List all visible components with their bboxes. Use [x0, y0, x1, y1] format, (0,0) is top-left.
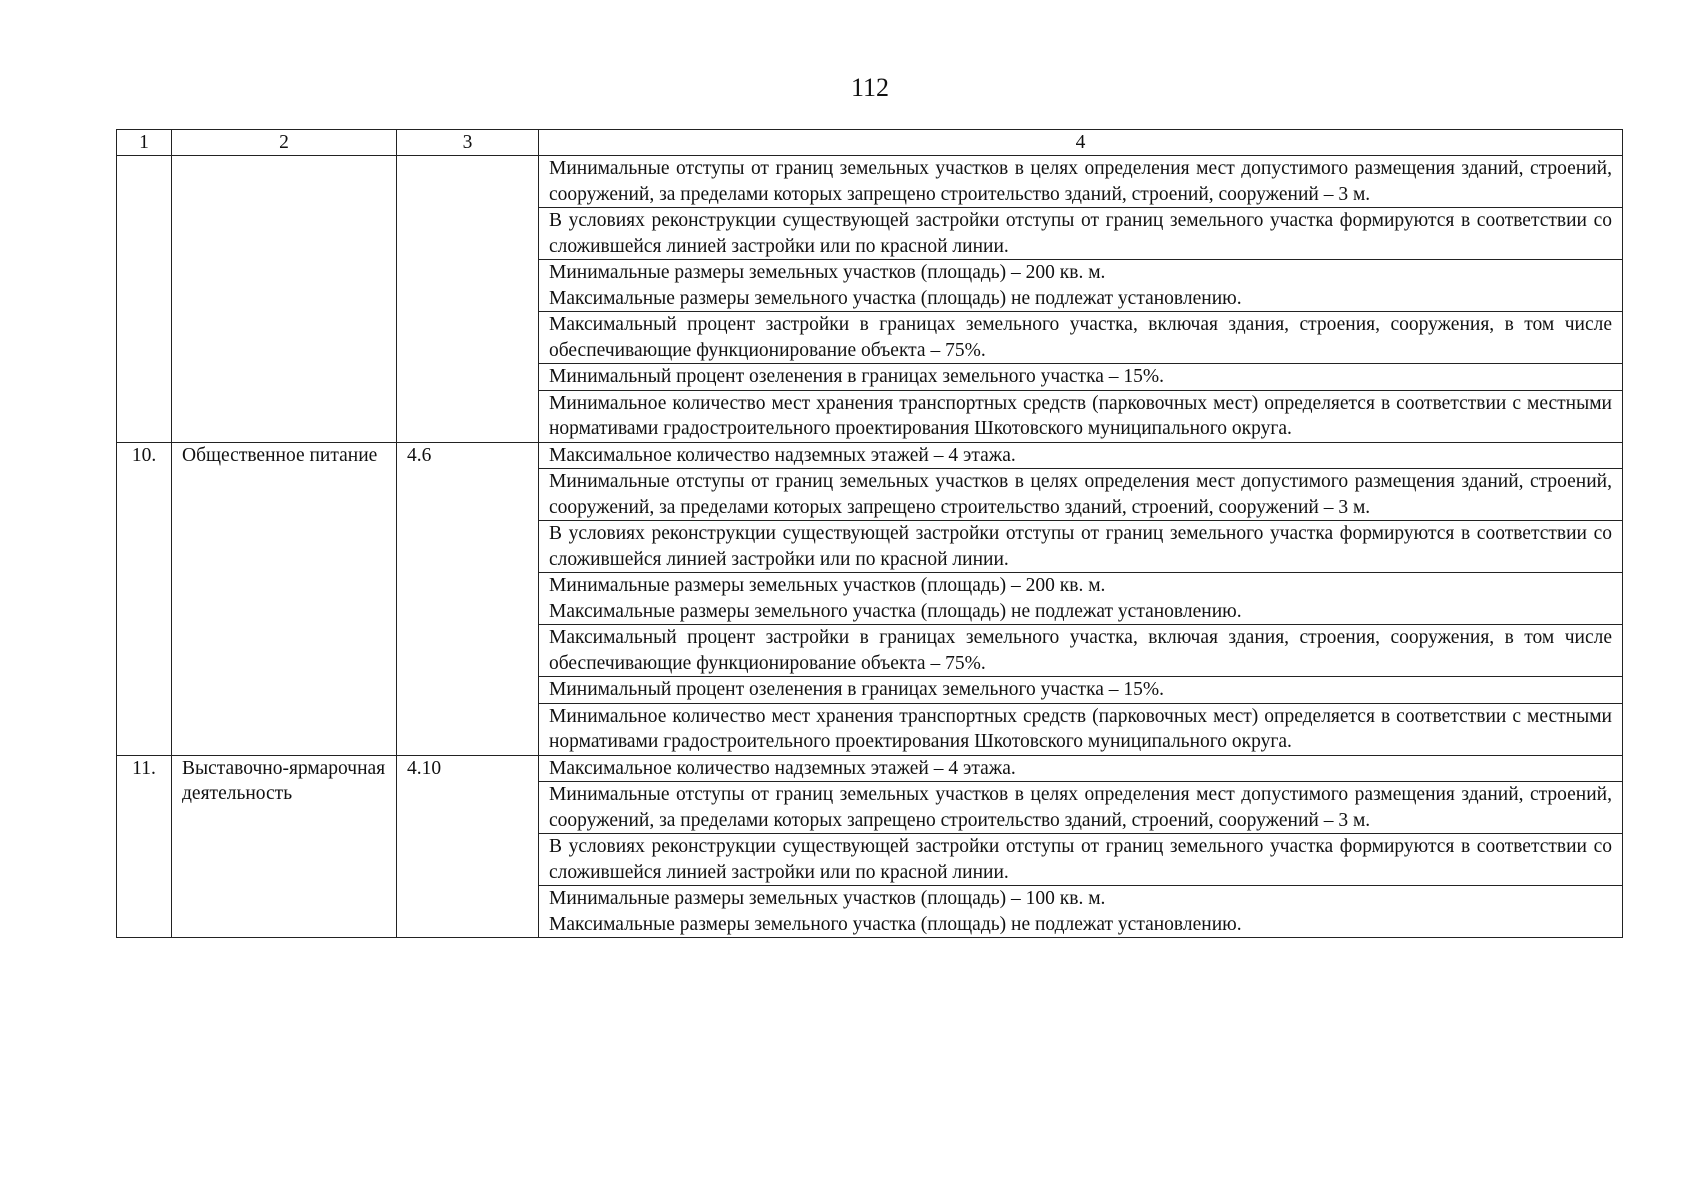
parameter-cell: [539, 442, 1623, 469]
parameter-text: Минимальные отступы от границ земельных участков в целях определения мест допустимого размещения зданий, строений, сооружений, за пределами которых запрещено строительство зданий, строений, сооружений – 3 м.: [549, 784, 1612, 831]
header-row: [117, 130, 1623, 156]
land-use-name: Общественное питание: [172, 442, 397, 755]
parameter-text: Минимальные размеры земельных участков (площадь) – 200 кв. м.: [549, 262, 1106, 283]
column-header-2: 2: [172, 130, 397, 156]
table-row: [117, 156, 1623, 208]
land-use-name: Выставочно-ярмарочная деятельность: [172, 755, 397, 938]
parameter-text: Максимальные размеры земельного участка (площадь) не подлежат установлению.: [549, 287, 1242, 309]
parameter-text: Максимальный процент застройки в границах земельного участка, включая здания, строения, сооружения, в том числе обеспечивающие функционирование объекта – 75%.: [549, 314, 1612, 361]
land-use-code: 4.6: [397, 442, 539, 755]
regulations-table: [116, 129, 1623, 938]
parameter-cell: [539, 677, 1623, 704]
parameter-cell: [539, 755, 1623, 782]
column-header-1: 1: [117, 130, 172, 156]
parameter-cell: [539, 208, 1623, 260]
parameter-text: В условиях реконструкции существующей застройки отступы от границ земельного участка формируются в соответствии со сложившейся линией застройки или по красной линии.: [549, 523, 1612, 570]
parameter-text: Максимальные размеры земельного участка (площадь) не подлежат установлению.: [549, 913, 1242, 935]
land-use-code: 4.10: [397, 755, 539, 938]
parameter-cell: [539, 521, 1623, 573]
parameter-cell: [539, 703, 1623, 755]
land-use-name: [172, 156, 397, 443]
parameter-text: Максимальное количество надземных этажей – 4 этажа.: [549, 444, 1016, 466]
parameter-cell: [539, 260, 1623, 312]
parameter-cell: [539, 312, 1623, 364]
row-number: 11.: [117, 755, 172, 938]
parameter-cell: [539, 782, 1623, 834]
parameter-text: Минимальные размеры земельных участков (площадь) – 200 кв. м.: [549, 575, 1106, 596]
parameter-text: В условиях реконструкции существующей застройки отступы от границ земельного участка формируются в соответствии со сложившейся линией застройки или по красной линии.: [549, 836, 1612, 883]
parameter-cell: [539, 886, 1623, 938]
parameter-text: Максимальное количество надземных этажей – 4 этажа.: [549, 757, 1016, 779]
parameter-text: Минимальный процент озеленения в границах земельного участка – 15%.: [549, 366, 1165, 387]
parameter-text: В условиях реконструкции существующей застройки отступы от границ земельного участка формируются в соответствии со сложившейся линией застройки или по красной линии.: [549, 210, 1612, 257]
page-number: 112: [850, 73, 890, 102]
row-number: [117, 156, 172, 443]
parameter-cell: [539, 156, 1623, 208]
table-body: [117, 156, 1623, 938]
row-number: 10.: [117, 442, 172, 755]
parameter-text: Минимальный процент озеленения в границах земельного участка – 15%.: [549, 679, 1165, 700]
parameter-text: Минимальное количество мест хранения транспортных средств (парковочных мест) определяется в соответствии с местными нормативами градостроительного проектирования Шкотовского муниципального округа.: [549, 392, 1612, 439]
parameter-text: Минимальные отступы от границ земельных участков в целях определения мест допустимого размещения зданий, строений, сооружений, за пределами которых запрещено строительство зданий, строений, сооружений – 3 м.: [549, 158, 1612, 205]
parameter-text: Минимальные размеры земельных участков (площадь) – 100 кв. м.: [549, 888, 1106, 909]
parameter-text: Максимальные размеры земельного участка (площадь) не подлежат установлению.: [549, 600, 1242, 622]
parameter-text: Минимальное количество мест хранения транспортных средств (парковочных мест) определяется в соответствии с местными нормативами градостроительного проектирования Шкотовского муниципального округа.: [549, 705, 1612, 752]
column-header-4: 4: [539, 130, 1623, 156]
parameter-cell: [539, 469, 1623, 521]
table-row: [117, 755, 1623, 782]
table-row: [117, 442, 1623, 469]
parameter-cell: [539, 573, 1623, 625]
parameter-cell: [539, 390, 1623, 442]
parameter-text: Минимальные отступы от границ земельных участков в целях определения мест допустимого размещения зданий, строений, сооружений, за пределами которых запрещено строительство зданий, строений, сооружений – 3 м.: [549, 471, 1612, 518]
parameter-cell: [539, 834, 1623, 886]
parameter-text: Максимальный процент застройки в границах земельного участка, включая здания, строения, сооружения, в том числе обеспечивающие функционирование объекта – 75%.: [549, 627, 1612, 674]
parameter-cell: [539, 364, 1623, 391]
land-use-code: [397, 156, 539, 443]
column-header-3: 3: [397, 130, 539, 156]
parameter-cell: [539, 625, 1623, 677]
